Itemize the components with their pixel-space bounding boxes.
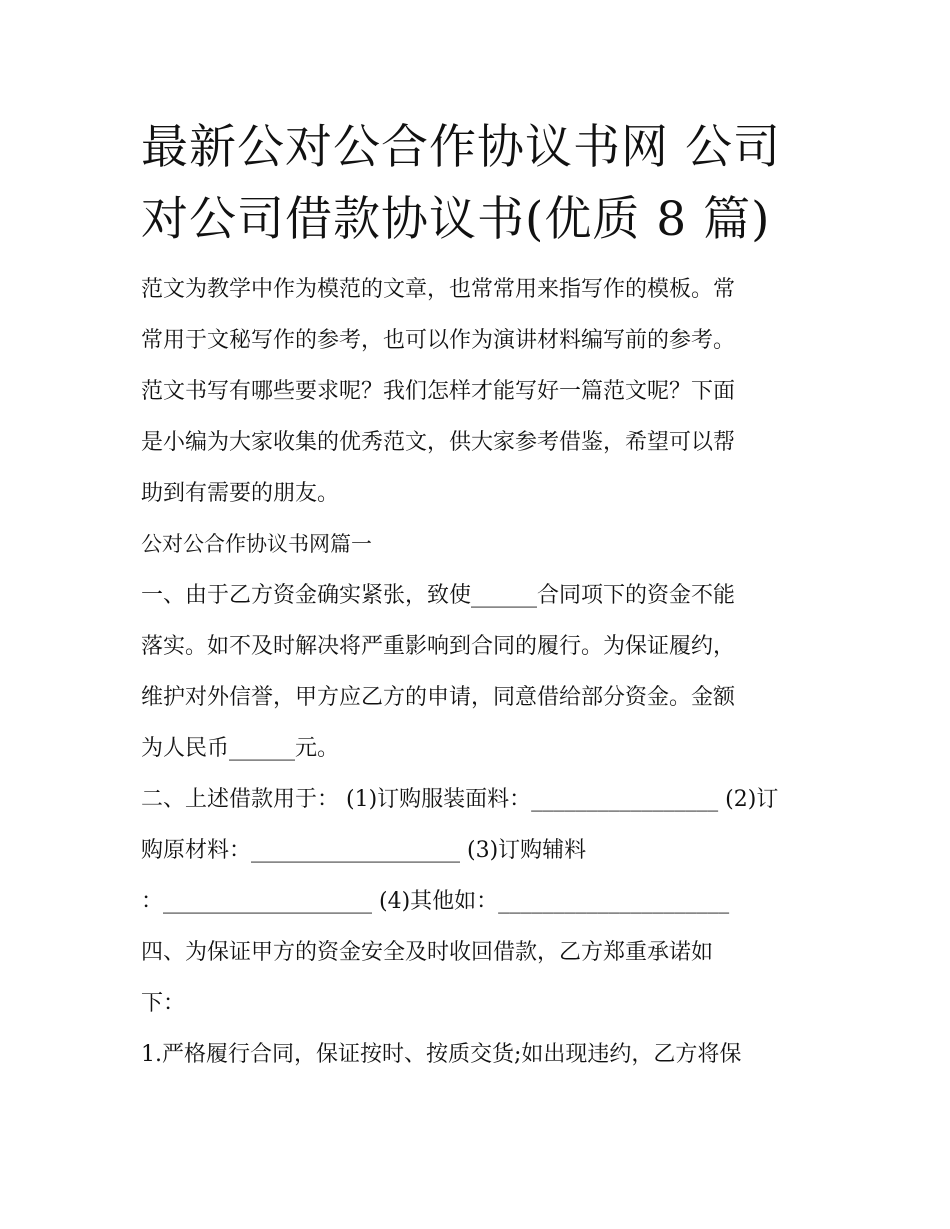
clause-1-line-2: 落实。如不及时解决将严重影响到合同的履行。为保证履约， <box>141 634 736 659</box>
clause-2-line-3: ：___________________ (4)其他如：_____________________ <box>141 889 730 914</box>
intro-line-1: 范文为教学中作为模范的文章，也常常用来指写作的模板。常 <box>141 277 736 302</box>
intro-line-5: 助到有需要的朋友。 <box>141 481 340 506</box>
clause-4-item-1: 1.严格履行合同，保证按时、按质交货;如出现违约，乙方将保 <box>141 1042 742 1067</box>
clause-1-line-3: 维护对外信誉，甲方应乙方的申请，同意借给部分资金。金额 <box>141 685 736 710</box>
intro-line-3: 范文书写有哪些要求呢？我们怎样才能写好一篇范文呢？下面 <box>141 379 736 404</box>
clause-1-line-4: 为人民币______元。 <box>141 736 340 761</box>
clause-1-line-1: 一、由于乙方资金确实紧张，致使______合同项下的资金不能 <box>141 583 736 608</box>
intro-line-4: 是小编为大家收集的优秀范文，供大家参考借鉴，希望可以帮 <box>141 430 736 455</box>
section-heading: 公对公合作协议书网篇一 <box>141 532 372 556</box>
clause-4-line-1: 四、为保证甲方的资金安全及时收回借款，乙方郑重承诺如 <box>141 940 714 965</box>
title-line-2: 对公司借款协议书(优质 8 篇) <box>141 192 771 247</box>
title-line-1: 最新公对公合作协议书网 公司 <box>141 120 781 175</box>
document-title <box>141 112 813 256</box>
clause-2-line-2: 购原材料：___________________ (3)订购辅料 <box>141 838 587 863</box>
document-page <box>141 112 813 1080</box>
intro-line-2: 常用于文秘写作的参考，也可以作为演讲材料编写前的参考。 <box>141 328 736 353</box>
clause-4-line-2: 下： <box>141 991 186 1016</box>
document-body <box>141 264 813 1080</box>
clause-2-line-1: 二、上述借款用于： (1)订购服装面料：_________________ (2)订 <box>141 787 779 812</box>
